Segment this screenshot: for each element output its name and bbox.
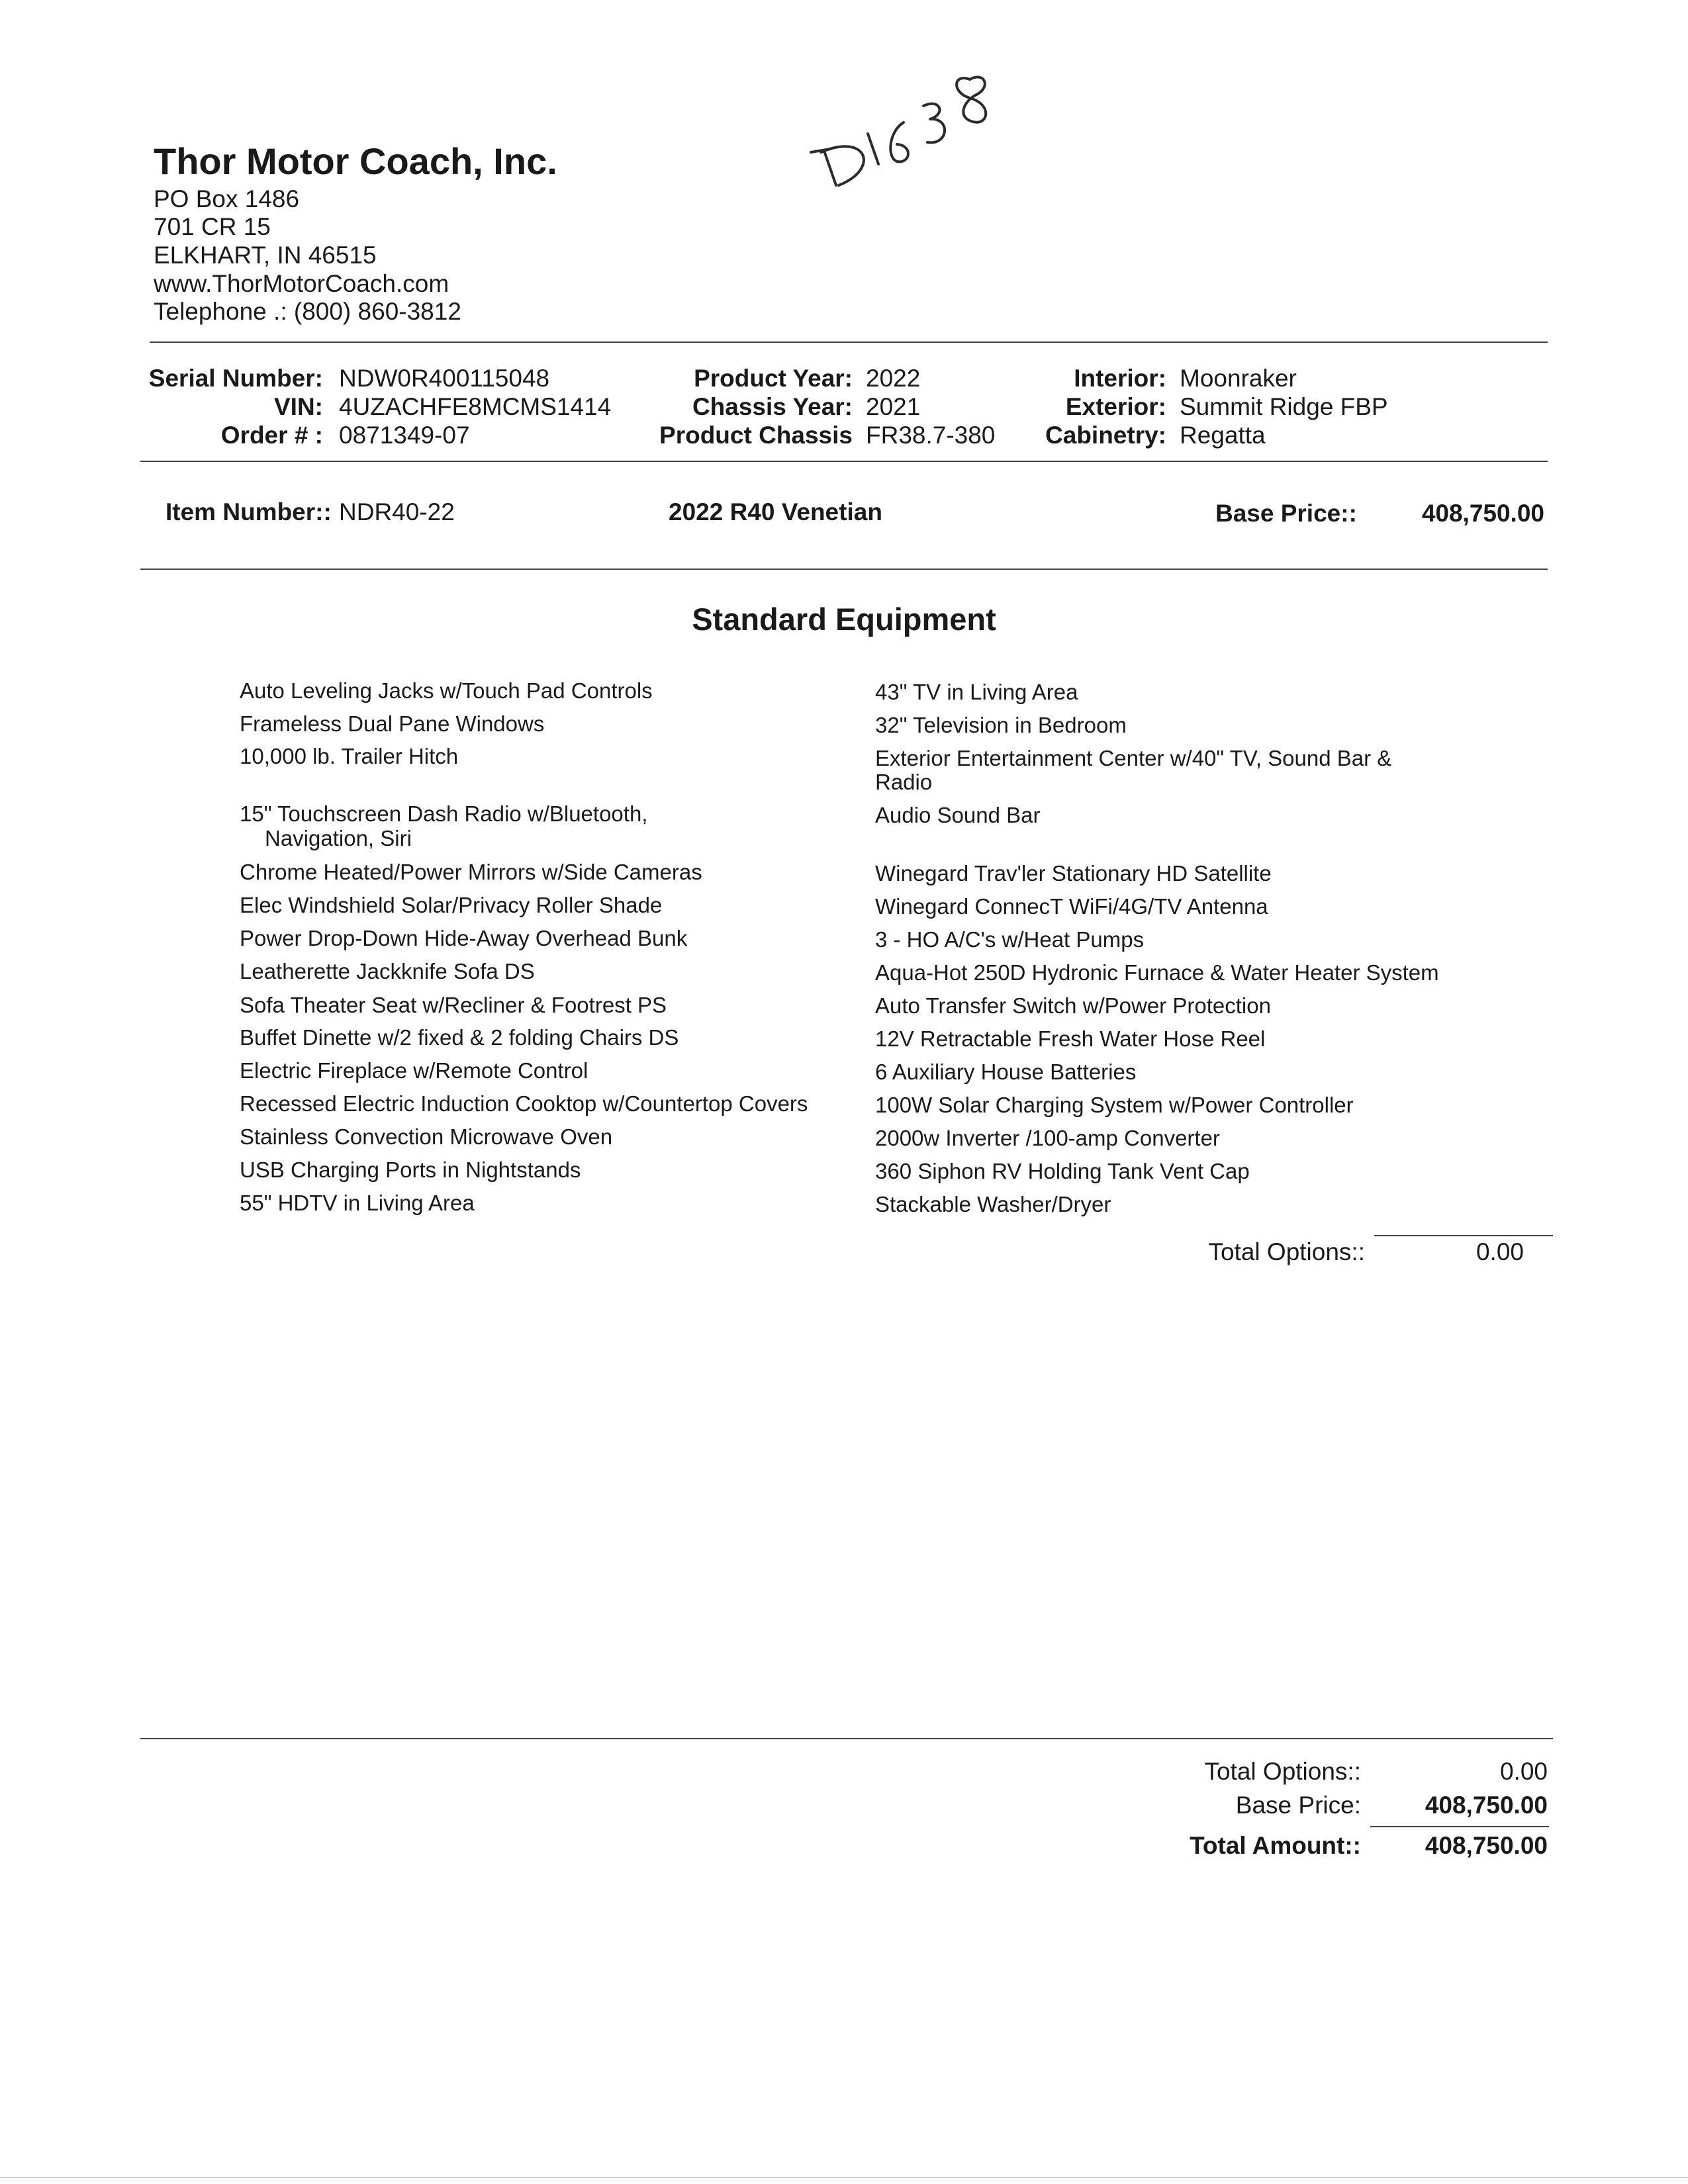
equipment-item: Aqua-Hot 250D Hydronic Furnace & Water Heater System <box>875 960 1439 985</box>
equipment-item: Power Drop-Down Hide-Away Overhead Bunk <box>240 926 688 950</box>
scan-edge <box>0 2177 1688 2178</box>
equipment-item: Exterior Entertainment Center w/40" TV, Sound Bar & <box>875 746 1392 770</box>
equipment-item: Sofa Theater Seat w/Recliner & Footrest PS <box>240 993 667 1017</box>
summary-total-rule <box>1370 1826 1549 1827</box>
item-number-label: Item Number:: <box>165 498 332 525</box>
equipment-item: Leatherette Jackknife Sofa DS <box>240 959 535 983</box>
equipment-item: Buffet Dinette w/2 fixed & 2 folding Chairs DS <box>240 1025 679 1050</box>
company-website: www.ThorMotorCoach.com <box>154 270 449 297</box>
order-number-value: 0871349-07 <box>339 422 470 449</box>
options-total-value: 0.00 <box>1476 1238 1524 1265</box>
summary-base-price-value: 408,750.00 <box>1425 1792 1548 1819</box>
header-divider <box>150 341 1548 343</box>
equipment-item: Auto Transfer Switch w/Power Protection <box>875 993 1271 1018</box>
exterior-label: Exterior: <box>1065 393 1166 420</box>
summary-total-amount-value: 408,750.00 <box>1425 1832 1548 1859</box>
interior-value: Moonraker <box>1180 365 1297 392</box>
item-divider <box>140 569 1548 570</box>
equipment-item: Audio Sound Bar <box>875 803 1041 827</box>
vin-label: VIN: <box>274 393 323 420</box>
summary-total-amount-label: Total Amount:: <box>1190 1832 1361 1859</box>
handwritten-note-mark <box>804 53 1003 212</box>
summary-total-options-label: Total Options:: <box>1204 1758 1361 1785</box>
company-city: ELKHART, IN 46515 <box>154 242 377 269</box>
cabinetry-label: Cabinetry: <box>1045 422 1166 449</box>
chassis-year-value: 2021 <box>866 393 921 420</box>
equipment-item: 6 Auxiliary House Batteries <box>875 1060 1137 1084</box>
item-model: 2022 R40 Venetian <box>669 498 882 525</box>
equipment-item: Chrome Heated/Power Mirrors w/Side Cameras <box>240 860 702 884</box>
vehicle-info-divider <box>140 461 1548 462</box>
equipment-item: Frameless Dual Pane Windows <box>240 711 545 736</box>
equipment-item: Radio <box>875 770 933 794</box>
item-base-price-label: Base Price:: <box>1215 500 1357 527</box>
item-base-price-value: 408,750.00 <box>1421 500 1544 527</box>
company-name: Thor Motor Coach, Inc. <box>154 140 557 182</box>
summary-base-price-label: Base Price: <box>1235 1792 1361 1819</box>
equipment-item: Stainless Convection Microwave Oven <box>240 1124 613 1149</box>
equipment-item: 55" HDTV in Living Area <box>240 1191 475 1215</box>
equipment-item: 100W Solar Charging System w/Power Controller <box>875 1093 1354 1117</box>
product-year-value: 2022 <box>866 365 921 392</box>
company-telephone: Telephone .: (800) 860-3812 <box>154 298 461 325</box>
equipment-item: Electric Fireplace w/Remote Control <box>240 1058 588 1083</box>
serial-number-label: Serial Number: <box>148 365 323 392</box>
equipment-item: 360 Siphon RV Holding Tank Vent Cap <box>875 1159 1250 1183</box>
cabinetry-value: Regatta <box>1180 422 1266 449</box>
order-number-label: Order # : <box>220 422 323 449</box>
exterior-value: Summit Ridge FBP <box>1180 393 1388 420</box>
equipment-item: Stackable Washer/Dryer <box>875 1192 1111 1216</box>
equipment-item: 43" TV in Living Area <box>875 680 1078 704</box>
equipment-item: Elec Windshield Solar/Privacy Roller Shade <box>240 893 663 917</box>
equipment-item: Recessed Electric Induction Cooktop w/Countertop Covers <box>240 1091 808 1116</box>
vin-value: 4UZACHFE8MCMS1414 <box>339 393 612 420</box>
item-number-value: NDR40-22 <box>339 498 455 525</box>
product-year-label: Product Year: <box>694 365 853 392</box>
product-chassis-label: Product Chassis <box>659 422 853 449</box>
equipment-item: USB Charging Ports in Nightstands <box>240 1158 581 1182</box>
chassis-year-label: Chassis Year: <box>692 393 853 420</box>
serial-number-value: NDW0R400115048 <box>339 365 550 392</box>
equipment-item: 32" Television in Bedroom <box>875 713 1127 737</box>
equipment-item: Auto Leveling Jacks w/Touch Pad Controls <box>240 678 653 703</box>
equipment-item: Winegard Trav'ler Stationary HD Satellite <box>875 861 1272 886</box>
interior-label: Interior: <box>1074 365 1166 392</box>
equipment-item: 10,000 lb. Trailer Hitch <box>240 744 459 768</box>
company-street: 701 CR 15 <box>154 213 271 240</box>
company-po-box: PO Box 1486 <box>154 185 300 212</box>
options-total-label: Total Options:: <box>1208 1238 1365 1265</box>
standard-equipment-title: Standard Equipment <box>692 602 996 637</box>
summary-divider <box>140 1738 1553 1739</box>
equipment-item: 2000w Inverter /100-amp Converter <box>875 1126 1220 1150</box>
product-chassis-value: FR38.7-380 <box>866 422 996 449</box>
equipment-item: 3 - HO A/C's w/Heat Pumps <box>875 927 1145 952</box>
options-total-underline <box>1374 1235 1553 1236</box>
summary-total-options-value: 0.00 <box>1499 1758 1548 1785</box>
equipment-item: Winegard ConnecT WiFi/4G/TV Antenna <box>875 894 1268 919</box>
equipment-item: Navigation, Siri <box>265 826 412 850</box>
equipment-item: 12V Retractable Fresh Water Hose Reel <box>875 1026 1266 1051</box>
equipment-item: 15" Touchscreen Dash Radio w/Bluetooth, <box>240 801 648 826</box>
